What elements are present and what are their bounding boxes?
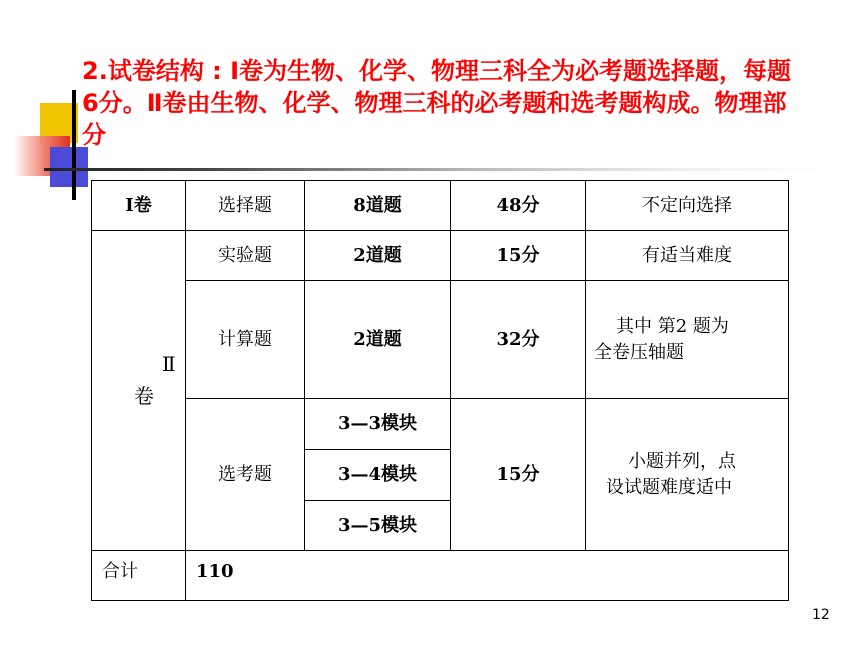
cell-count-choice: 8道题 — [304, 180, 451, 231]
cell-count-calculation: 2道题 — [304, 280, 451, 399]
cell-total-value: 110 — [185, 550, 789, 601]
slide-title: 2.试卷结构 : Ⅰ卷为生物、化学、物理三科全为必考题选择题，每题6分。Ⅱ卷由生物、化学、物理三科的必考题和选考题构成。物理部分 — [82, 57, 792, 149]
cell-note-calculation — [585, 280, 789, 399]
cell-score-experiment: 15分 — [450, 230, 586, 281]
cell-volume-1: Ⅰ卷 — [91, 180, 186, 231]
cell-score-choice: 48分 — [450, 180, 586, 231]
cell-type-calculation: 计算题 — [185, 280, 305, 399]
note-elective-line1: 小题并列，点 — [628, 450, 736, 472]
cell-type-experiment: 实验题 — [185, 230, 305, 281]
decor-vertical-line — [72, 90, 76, 200]
volume-2-roman: Ⅱ — [162, 352, 176, 376]
decor-horizontal-rule — [44, 168, 834, 171]
cell-count-experiment: 2道题 — [304, 230, 451, 281]
exam-structure-table — [91, 180, 789, 601]
cell-type-choice: 选择题 — [185, 180, 305, 231]
note-calculation-line2: 全卷压轴题 — [594, 341, 684, 363]
cell-note-elective — [585, 398, 789, 551]
cell-module-3-4: 3—4模块 — [304, 449, 451, 501]
cell-note-choice: 不定向选择 — [585, 180, 789, 231]
cell-score-elective: 15分 — [450, 398, 586, 551]
cell-type-elective: 选考题 — [185, 398, 305, 551]
cell-module-3-5: 3—5模块 — [304, 500, 451, 551]
cell-score-calculation: 32分 — [450, 280, 586, 399]
cell-volume-2 — [91, 230, 186, 551]
cell-total-label: 合计 — [91, 550, 186, 601]
note-calculation-line1: 其中 第2 题为 — [616, 315, 729, 337]
decor-blue-square — [50, 147, 88, 187]
cell-note-experiment: 有适当难度 — [585, 230, 789, 281]
note-elective-line2: 设试题难度适中 — [606, 476, 732, 498]
volume-2-suffix: 卷 — [134, 384, 154, 408]
cell-module-3-3: 3—3模块 — [304, 398, 451, 450]
page-number: 12 — [812, 607, 830, 623]
